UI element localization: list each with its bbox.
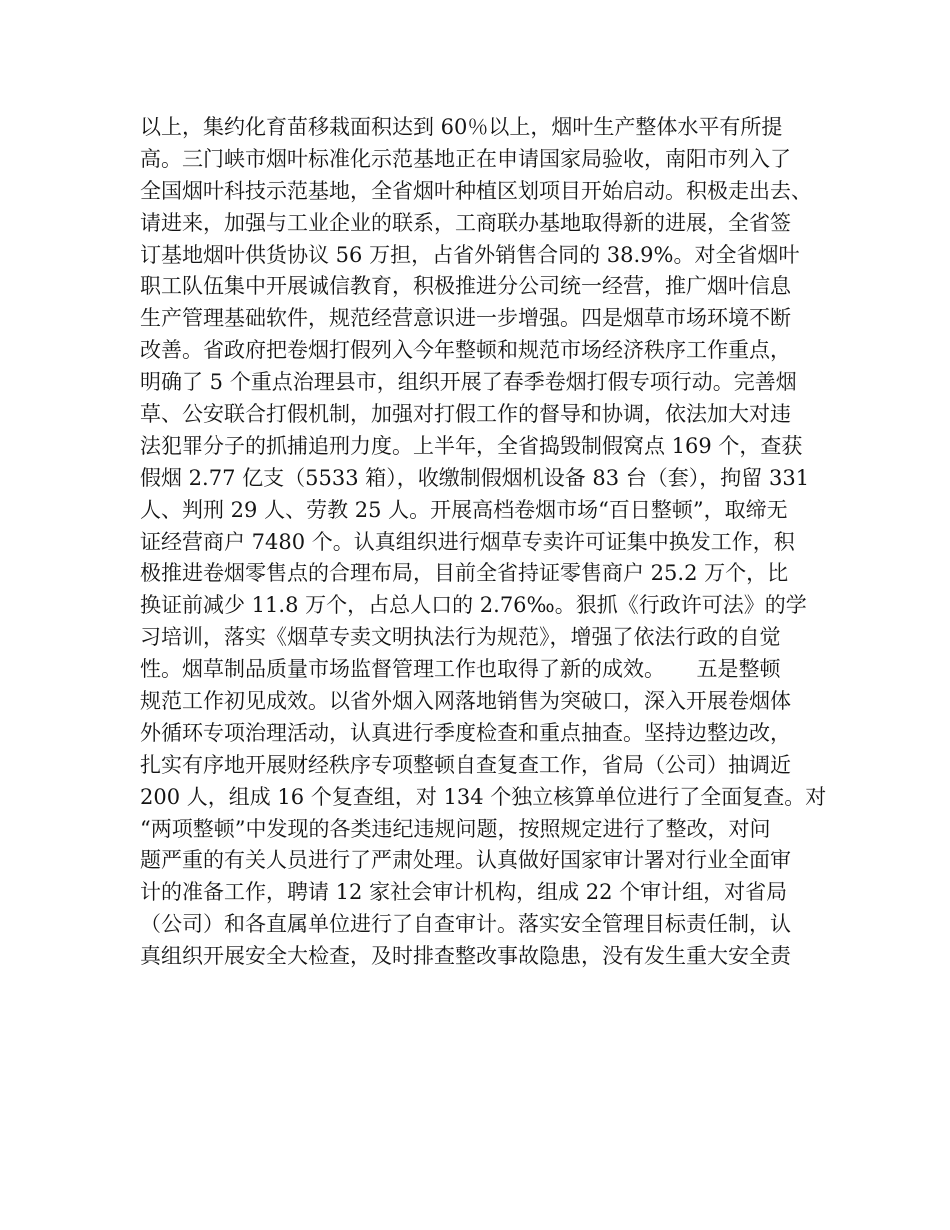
text-line: 法犯罪分子的抓捕追刑力度。上半年，全省捣毁制假窝点 169 个，查获	[140, 433, 803, 458]
text-line: 明确了 5 个重点治理县市，组织开展了春季卷烟打假专项行动。完善烟	[140, 370, 797, 395]
text-line: 全国烟叶科技示范基地，全省烟叶种植区划项目开始启动。积极走出去、	[140, 178, 812, 203]
text-line: 换证前减少 11.8 万个，占总人口的 2.76‰。狠抓《行政许可法》的学	[140, 593, 807, 618]
text-line: “两项整顿”中发现的各类违纪违规问题，按照规定进行了整改，对问	[140, 816, 771, 841]
text-line: 改善。省政府把卷烟打假列入今年整顿和规范市场经济秩序工作重点，	[140, 338, 791, 363]
text-line: 以上，集约化育苗移栽面积达到 60％以上，烟叶生产整体水平有所提	[140, 115, 783, 139]
text-line: 性。烟草制品质量市场监督管理工作也取得了新的成效。 五是整顿	[140, 657, 781, 682]
text-line: 真组织开展安全大检查，及时排查整改事故隐患，没有发生重大安全责	[140, 944, 791, 969]
text-line: 极推进卷烟零售点的合理布局，目前全省持证零售商户 25.2 万个，比	[140, 561, 789, 586]
text-line: 题严重的有关人员进行了严肃处理。认真做好国家审计署对行业全面审	[140, 848, 791, 873]
body-text	[140, 112, 830, 973]
text-line: 请进来，加强与工业企业的联系，工商联办基地取得新的进展，全省签	[140, 210, 791, 235]
text-line: 职工队伍集中开展诚信教育，积极推进分公司统一经营，推广烟叶信息	[140, 274, 791, 299]
text-line: 生产管理基础软件，规范经营意识进一步增强。四是烟草市场环境不断	[140, 306, 791, 331]
text-line: 200 人，组成 16 个复查组，对 134 个独立核算单位进行了全面复查。对	[140, 784, 827, 809]
text-line: 订基地烟叶供货协议 56 万担，占省外销售合同的 38.9%。对全省烟叶	[140, 242, 800, 267]
text-line: 扎实有序地开展财经秩序专项整顿自查复查工作，省局（公司）抽调近	[140, 752, 791, 777]
text-line: 假烟 2.77 亿支（5533 箱），收缴制假烟机设备 83 台（套），拘留 331	[140, 465, 810, 490]
text-line: （公司）和各直属单位进行了自查审计。落实安全管理目标责任制，认	[140, 912, 791, 937]
text-line: 习培训，落实《烟草专卖文明执法行为规范》，增强了依法行政的自觉	[140, 625, 781, 650]
text-line: 草、公安联合打假机制，加强对打假工作的督导和协调，依法加大对违	[140, 402, 791, 427]
text-line: 高。三门峡市烟叶标准化示范基地正在申请国家局验收，南阳市列入了	[140, 146, 791, 171]
text-line: 人、判刑 29 人、劳教 25 人。开展高档卷烟市场“百日整顿”，取缔无	[140, 497, 788, 522]
text-line: 外循环专项治理活动，认真进行季度检查和重点抽查。坚持边整边改，	[140, 720, 791, 745]
text-line: 证经营商户 7480 个。认真组织进行烟草专卖许可证集中换发工作，积	[140, 529, 795, 554]
text-line: 规范工作初见成效。以省外烟入网落地销售为突破口，深入开展卷烟体	[140, 689, 791, 714]
text-line: 计的准备工作，聘请 12 家社会审计机构，组成 22 个审计组，对省局	[140, 880, 788, 905]
